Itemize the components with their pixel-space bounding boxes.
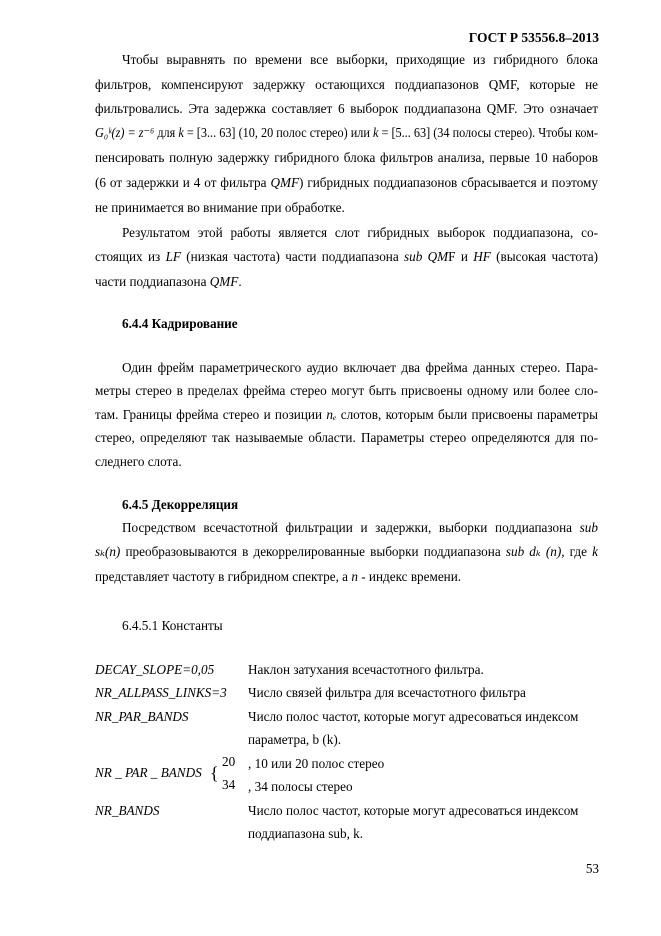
formula-value-1: 20 [222, 754, 236, 769]
text-run: sub QM [404, 249, 449, 264]
text-run: - индекс времени. [357, 569, 462, 584]
text-line [95, 150, 598, 166]
text-run: Посредством всечастотной фильтрации и задержки, выборки поддиапазона [122, 520, 580, 535]
text-line [95, 101, 598, 117]
text-run: F и [448, 249, 474, 264]
text-run: для [154, 125, 179, 140]
text-line [122, 520, 598, 536]
text-run: там. Границы фрейма стерео и позиции [95, 407, 327, 422]
constant-description: Наклон затухания всечастотного фильтра. [248, 662, 484, 677]
text-run: G₀ᵏ(z) = z⁻⁶ [95, 125, 155, 140]
text-run: HF [473, 249, 491, 264]
text-run: sₖ(n) [95, 544, 121, 559]
constant-name: NR_BANDS [95, 803, 160, 818]
text-run: k [178, 125, 184, 140]
text-line [122, 360, 598, 376]
text-run: следнего слота. [95, 454, 182, 469]
text-line [95, 175, 598, 191]
formula-lhs: NR _ PAR _ BANDS [95, 765, 202, 780]
text-run: = [3... 63] (10, 20 полос стерео) или [183, 125, 373, 140]
formula-desc-1: , 10 или 20 полос стерео [248, 756, 385, 771]
text-run: стерео, определяют так называемые области. Параметры стерео определяются для по- [95, 430, 598, 445]
text-line [95, 249, 598, 265]
text-run: представляет частоту в гибридном спектре, а [95, 569, 352, 584]
text-run: LF [165, 249, 181, 264]
text-line [122, 225, 598, 241]
text-run: пенсировать полную задержку гибридного блока фильтров анализа, первые 10 наборов [95, 150, 598, 165]
text-run: Один фрейм параметрического аудио включает два фрейма данных стерео. Пара- [122, 360, 598, 375]
text-run: n [351, 569, 358, 584]
constant-name: NR_PAR_BANDS [95, 709, 189, 724]
brace-icon: { [210, 763, 219, 783]
text-run: преобразовываются в декоррелированные выборки поддиапазона [120, 544, 506, 559]
text-line [95, 569, 598, 585]
text-run: nₑ [326, 407, 337, 422]
text-run: = [5... 63] (34 полосы стерео). Чтобы ком- [378, 125, 598, 140]
text-run: . [238, 274, 242, 289]
text-run: (высокая частота) [490, 249, 598, 264]
subsection-heading-constants: 6.4.5.1 Константы [122, 618, 223, 633]
text-run: sub dₖ (n) [505, 544, 562, 559]
text-run: QMF [209, 274, 239, 289]
section-heading-decorrelation: 6.4.5 Декорреляция [122, 497, 239, 512]
text-line [95, 77, 598, 93]
constant-name: NR_ALLPASS_LINKS=3 [95, 685, 227, 700]
constant-description: Число связей фильтра для всечастотного фильтра [248, 685, 526, 700]
formula-value-2: 34 [222, 777, 236, 792]
text-run: фильтров, компенсируют задержку остающихся поддиапазонов QMF, которые не [95, 77, 598, 92]
text-line [122, 52, 598, 68]
text-line [95, 407, 598, 423]
constant-name: DECAY_SLOPE=0,05 [95, 662, 215, 677]
text-run: k [372, 125, 379, 140]
text-run: QMF [270, 175, 300, 190]
text-line [95, 383, 598, 399]
text-line [95, 544, 598, 560]
text-run: ) гибридных поддиапазонов сбрасывается и поэтому [299, 175, 598, 190]
constant-description: Число полос частот, которые могут адресоваться индексом [248, 803, 579, 818]
formula-desc-2: , 34 полосы стерео [248, 779, 353, 794]
text-run: слотов, которым были присвоены параметры [336, 407, 598, 422]
text-run: части поддиапазона [95, 274, 210, 289]
constant-description: параметра, b (k). [248, 732, 342, 747]
text-run: не принимается во внимание при обработке. [95, 200, 345, 215]
text-run: стоящих из [95, 249, 166, 264]
document-header: ГОСТ Р 53556.8–2013 [468, 30, 599, 45]
text-line [95, 274, 598, 290]
constant-description: Число полос частот, которые могут адресоваться индексом [248, 709, 579, 724]
text-run: Результатом этой работы является слот гибридных выборок поддиапазона, со- [122, 225, 598, 240]
text-run: Чтобы выравнять по времени все выборки, приходящие из гибридного блока [122, 52, 598, 67]
text-run: метры стерео в пределах фрейма стерео могут быть присвоены одному или более сло- [95, 383, 598, 398]
text-run: k [592, 544, 598, 559]
text-run: (низкая частота) части поддиапазона [180, 249, 405, 264]
text-line [95, 430, 598, 446]
text-line [95, 454, 598, 470]
constant-description: поддиапазона sub, k. [248, 826, 364, 841]
text-run: фильтровались. Эта задержка составляет 6 выборок поддиапазона QMF. Это означает [95, 101, 598, 116]
text-line [95, 125, 598, 141]
text-run: (6 от задержки и 4 от фильтра [95, 175, 271, 190]
page-number: 53 [585, 861, 599, 876]
text-run: sub [579, 520, 598, 535]
text-line [95, 200, 598, 216]
section-heading-framing: 6.4.4 Кадрирование [122, 316, 238, 331]
text-run: , где [561, 544, 593, 559]
